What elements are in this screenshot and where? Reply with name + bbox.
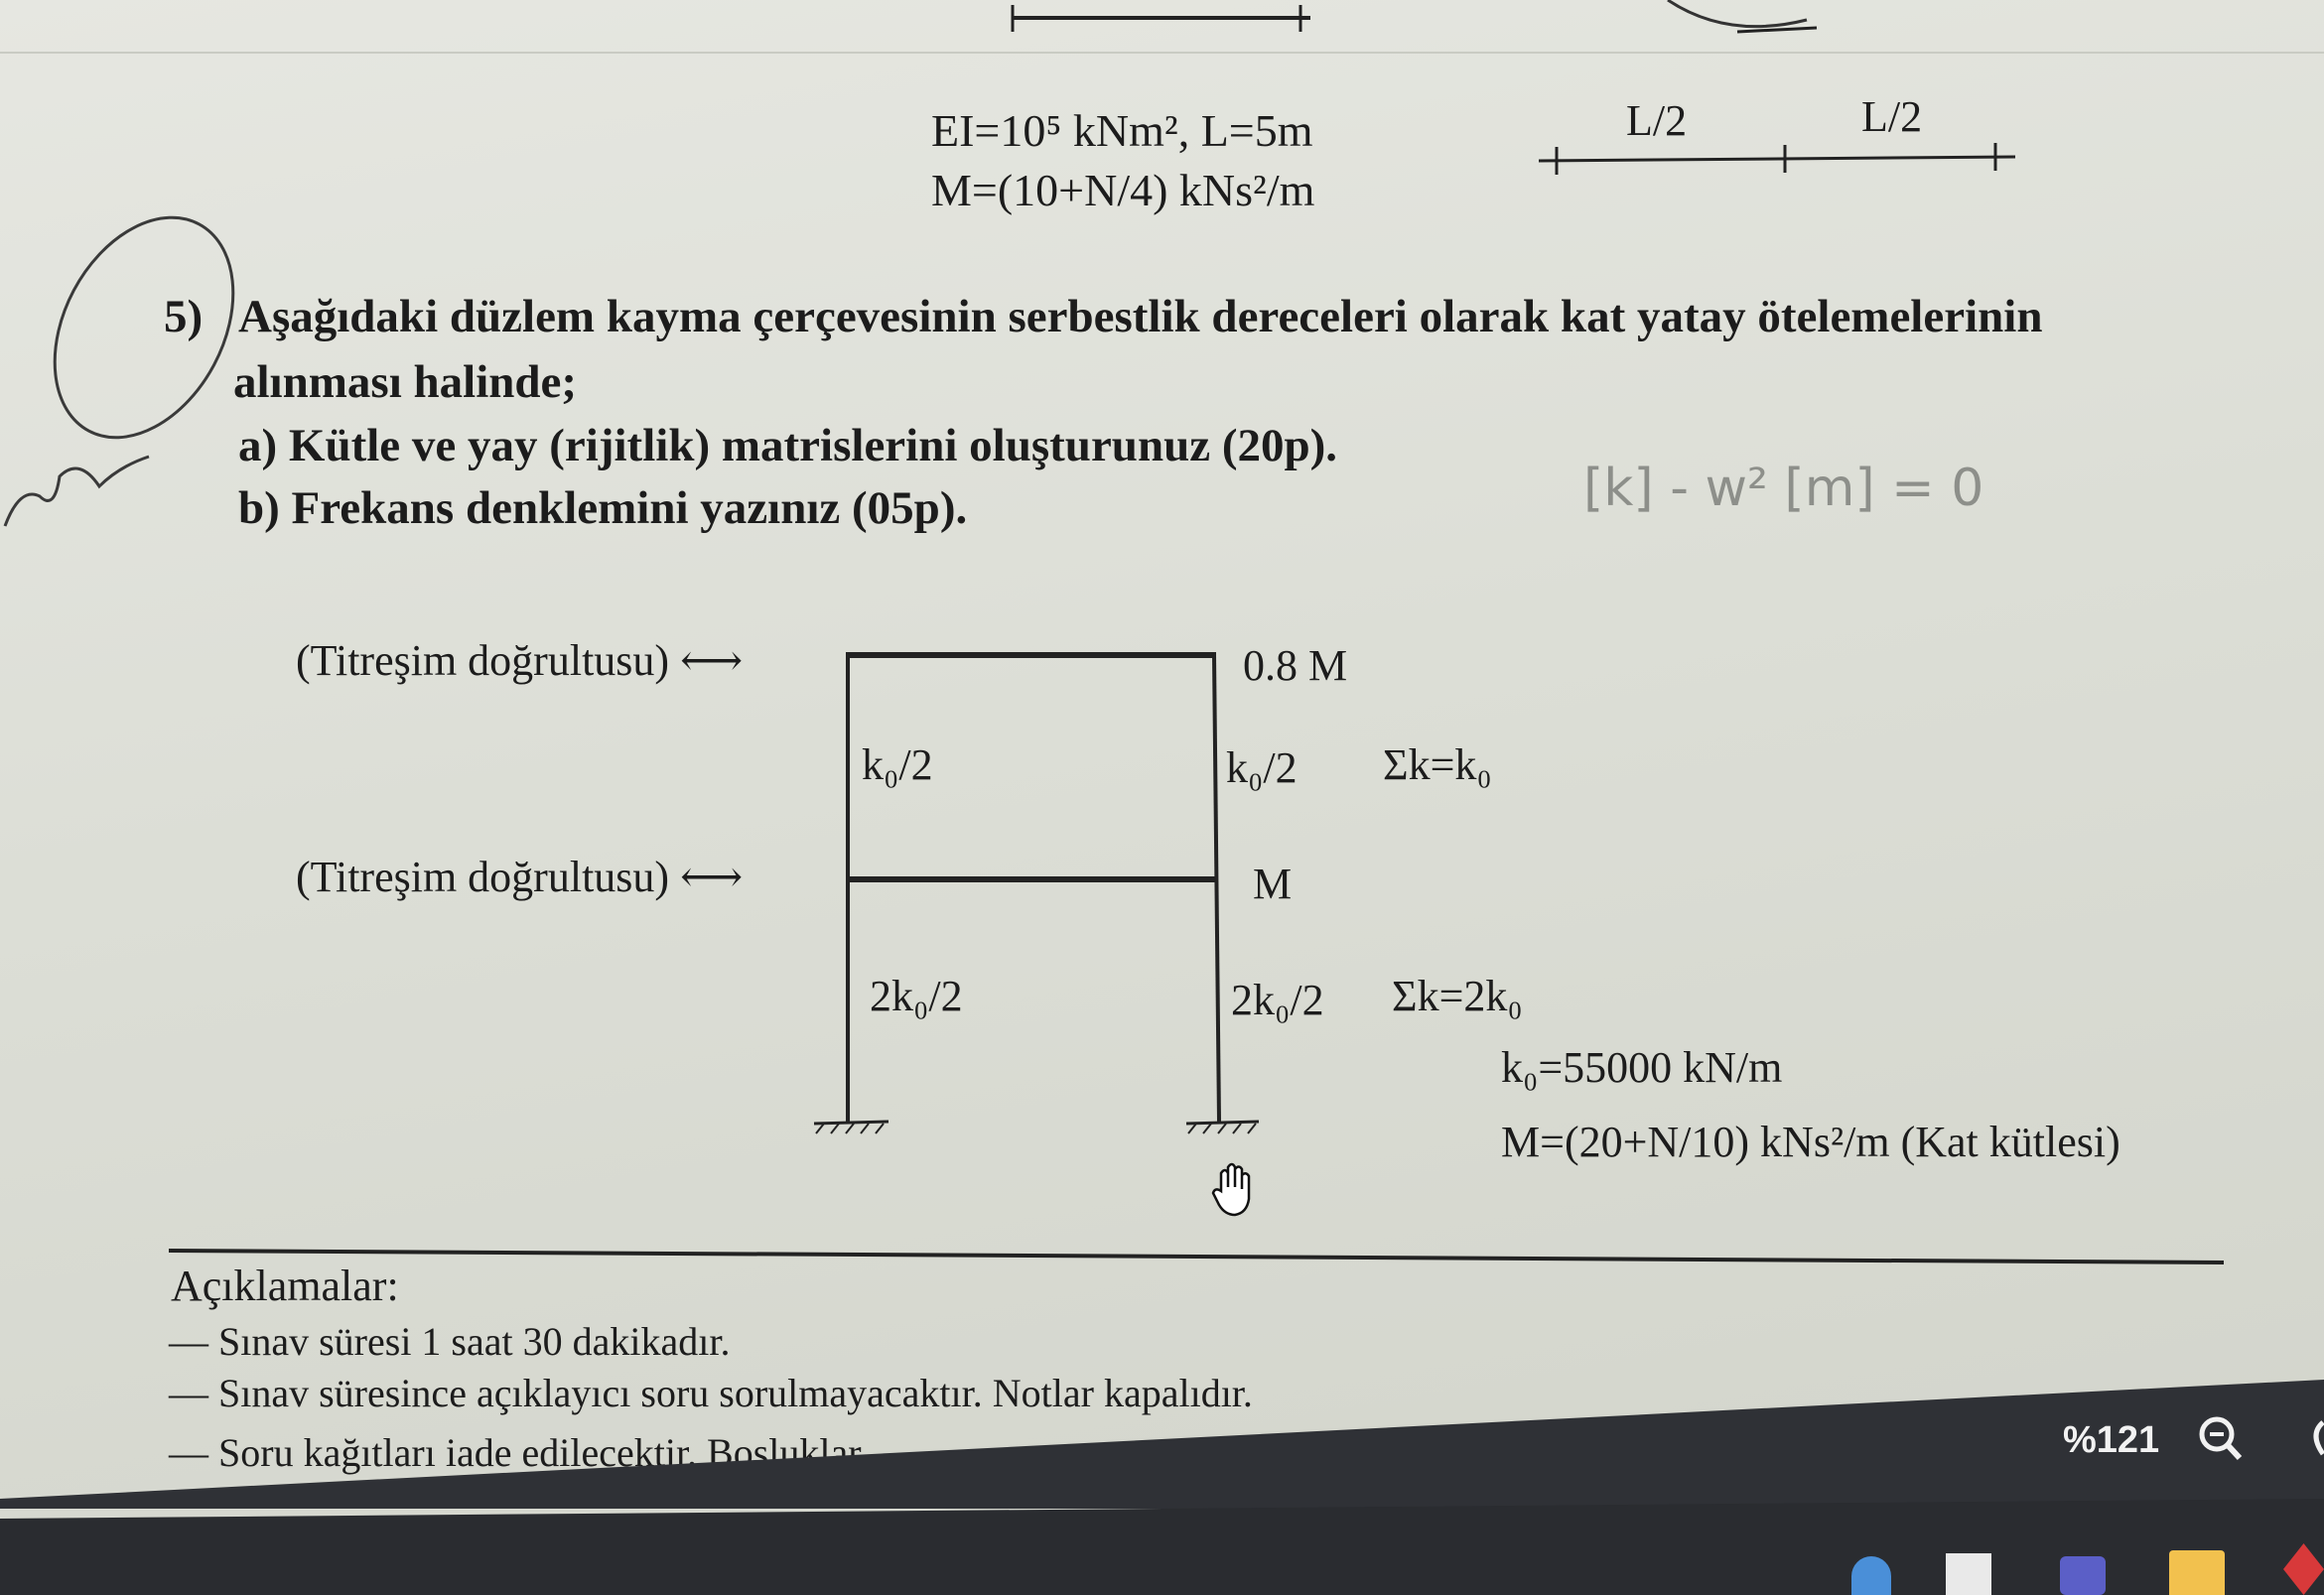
span-dimension-line	[1529, 139, 2025, 189]
note-exam-duration: — Sınav süresi 1 saat 30 dakikadır.	[169, 1319, 731, 1364]
lower-left-stiffness: 2k₀/2	[870, 972, 963, 1020]
note-return-papers: — Soru kağıtları iade edilecektir. Boşluklar	[169, 1430, 862, 1475]
notes-title: Açıklamalar:	[171, 1262, 399, 1310]
top-floor-mass: 0.8 M	[1243, 641, 1348, 690]
question-part-a: a) Kütle ve yay (rijitlik) matrislerini oluşturunuz (20p).	[238, 420, 1338, 471]
ei-length-params: EI=10⁵ kNm², L=5m	[931, 105, 1313, 156]
mid-floor-mass: M	[1253, 860, 1293, 908]
right-column	[1214, 655, 1219, 1122]
k0-value: k₀=55000 kN/m	[1501, 1043, 1783, 1092]
handwritten-circle-annotation	[0, 199, 258, 556]
question-part-b: b) Frekans denklemini yazınız (05p).	[238, 482, 968, 534]
dim-left-label: L/2	[1626, 96, 1688, 145]
browser-icon[interactable]	[1851, 1556, 1891, 1595]
question-number: 5)	[164, 291, 204, 342]
mass-param: M=(10+N/4) kNs²/m	[931, 165, 1315, 215]
upper-story-stiffness-sum: Σk=k₀	[1383, 740, 1492, 789]
vibration-direction-mid: (Titreşim doğrultusu) ⟷	[296, 853, 744, 901]
floor-mass-value: M=(20+N/10) kNs²/m (Kat kütlesi)	[1501, 1118, 2120, 1166]
vibration-direction-top: (Titreşim doğrultusu) ⟷	[296, 636, 744, 685]
dim-right-label: L/2	[1861, 92, 1923, 141]
shear-frame-diagram	[794, 625, 1310, 1161]
question-line-2: alınması halinde;	[233, 356, 578, 408]
upper-left-stiffness: k₀/2	[862, 740, 933, 789]
right-fixed-support	[1186, 1122, 1259, 1124]
question-line-1: Aşağıdaki düzlem kayma çerçevesinin serbestlik dereceleri olarak kat yatay ötelemelerinin	[238, 291, 2043, 342]
app-icon[interactable]	[1946, 1553, 1991, 1595]
upper-right-stiffness: k₀/2	[1226, 743, 1298, 792]
lower-right-stiffness: 2k₀/2	[1231, 976, 1324, 1024]
previous-figure-remnant	[973, 0, 1866, 60]
note-no-questions: — Sınav süresince açıklayıcı soru sorulmayacaktır. Notlar kapalıdır.	[169, 1371, 1253, 1415]
zoom-level[interactable]: %121	[2063, 1419, 2160, 1461]
hand-cursor-icon	[1211, 1161, 1255, 1219]
zoom-out-icon[interactable]	[2197, 1414, 2245, 1466]
folder-icon[interactable]	[2169, 1550, 2225, 1595]
lower-story-stiffness-sum: Σk=2k₀	[1392, 972, 1523, 1020]
partial-toolbar-icon	[2301, 1414, 2324, 1464]
left-fixed-support	[814, 1122, 889, 1124]
notes-separator	[159, 1241, 2244, 1270]
handwritten-frequency-equation: [k] - w² [m] = 0	[1583, 459, 1984, 518]
teams-icon[interactable]	[2060, 1556, 2106, 1595]
